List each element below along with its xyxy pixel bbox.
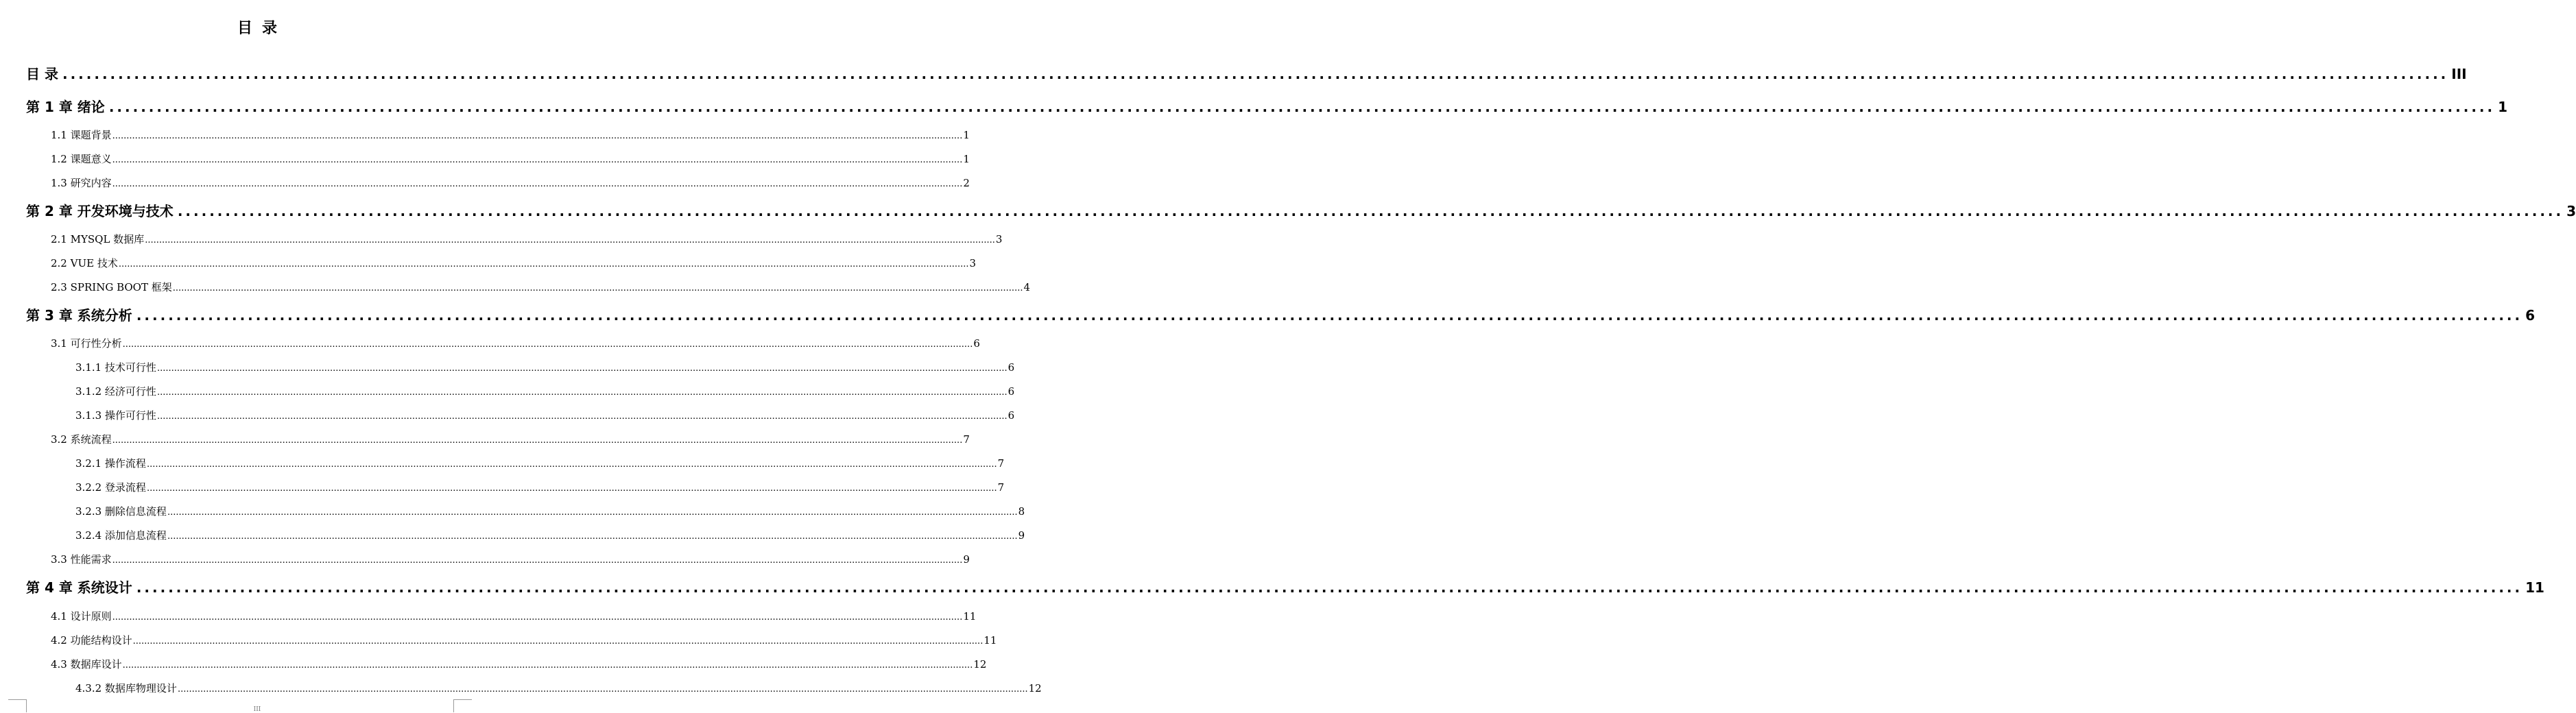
- dot-leader: ............................................................................................................................................................................................................................................................................................................: [112, 612, 963, 623]
- dot-leader: ............................................................................................................................................................................................................................................................................................................: [146, 459, 997, 470]
- toc-entry[interactable]: [51, 552, 970, 568]
- toc-entry[interactable]: [75, 480, 1005, 496]
- toc-entry-title: 1.3 研究内容: [51, 177, 112, 189]
- toc-entry-title: 3.1.3 操作可行性: [75, 409, 156, 422]
- toc-entry[interactable]: [26, 304, 2536, 328]
- toc-entry-page-number: 9: [1018, 529, 1025, 542]
- dot-leader: ............................................................................................................................................................................................................................................................................................................: [136, 307, 2523, 324]
- toc-entry-title: 3.1 可行性分析: [51, 337, 122, 350]
- toc-entry-title: 3.2.1 操作流程: [75, 457, 146, 470]
- toc-entry-page-number: 11: [2525, 579, 2544, 596]
- dot-leader: ............................................................................................................................................................................................................................................................................................................: [156, 363, 1007, 374]
- dot-leader: ............................................................................................................................................................................................................................................................................................................: [156, 411, 1007, 422]
- toc-entry-title: 第 2 章 开发环境与技术: [26, 203, 174, 219]
- toc-entry-page-number: III: [2451, 66, 2467, 82]
- toc-entry-page-number: 9: [963, 553, 970, 566]
- toc-entry[interactable]: [75, 456, 1005, 472]
- dot-leader: ............................................................................................................................................................................................................................................................................................................: [136, 579, 2523, 596]
- toc-entry[interactable]: [75, 504, 1025, 520]
- dot-leader: ............................................................................................................................................................................................................................................................................................................: [112, 435, 963, 446]
- toc-entry-title: 第 1 章 绪论: [26, 99, 105, 115]
- dot-leader: ............................................................................................................................................................................................................................................................................................................: [132, 636, 983, 646]
- page-title: 目录: [237, 20, 287, 37]
- toc-entry-page-number: 7: [997, 457, 1005, 470]
- toc-entry-page-number: 3: [969, 257, 977, 269]
- toc-entry-page-number: 1: [963, 129, 970, 141]
- toc-entry-title: 3.2 系统流程: [51, 433, 112, 446]
- toc-entry[interactable]: [51, 152, 970, 168]
- dot-leader: ............................................................................................................................................................................................................................................................................................................: [167, 507, 1018, 518]
- toc-entry[interactable]: [51, 432, 970, 448]
- toc-entry-title: 3.3 性能需求: [51, 553, 112, 566]
- toc-entry-title: 第 3 章 系统分析: [26, 307, 132, 324]
- toc-entry-page-number: 12: [973, 658, 987, 670]
- toc-entry[interactable]: [26, 63, 2467, 86]
- dot-leader: ............................................................................................................................................................................................................................................................................................................: [122, 339, 973, 350]
- toc-entry-title: 4.3 数据库设计: [51, 658, 122, 670]
- dot-leader: ............................................................................................................................................................................................................................................................................................................: [177, 203, 2564, 219]
- toc-entry[interactable]: [51, 633, 997, 649]
- toc-entry-page-number: 1: [963, 153, 970, 165]
- dot-leader: ............................................................................................................................................................................................................................................................................................................: [156, 387, 1007, 398]
- toc-entry-page-number: 3: [2566, 203, 2576, 219]
- toc-entry-page-number: 6: [2525, 307, 2536, 324]
- toc-entry[interactable]: [51, 256, 977, 272]
- toc-entry-page-number: 2: [963, 177, 970, 189]
- dot-leader: ............................................................................................................................................................................................................................................................................................................: [172, 283, 1023, 293]
- toc-entry[interactable]: [51, 609, 977, 625]
- crop-mark-right: [453, 699, 472, 712]
- toc-entry[interactable]: [51, 232, 1003, 248]
- toc-entry-title: 1.1 课题背景: [51, 129, 112, 141]
- toc-entry-page-number: 11: [983, 634, 997, 646]
- toc-entry-page-number: 6: [1007, 361, 1015, 374]
- toc-entry-title: 4.2 功能结构设计: [51, 634, 132, 646]
- toc-entry[interactable]: [51, 128, 970, 144]
- toc-entry-title: 2.3 SPRING BOOT 框架: [51, 281, 172, 293]
- toc-entry-title: 4.3.2 数据库物理设计: [75, 682, 177, 694]
- toc-entry-page-number: 6: [1007, 385, 1015, 398]
- toc-entry-page-number: 7: [963, 433, 970, 446]
- toc-entry-page-number: 7: [997, 481, 1005, 494]
- dot-leader: ............................................................................................................................................................................................................................................................................................................: [118, 259, 969, 269]
- toc-entry[interactable]: [26, 577, 2544, 600]
- toc-entry-page-number: 3: [995, 233, 1003, 245]
- toc-entry[interactable]: [26, 96, 2508, 119]
- toc-entry[interactable]: [75, 360, 1015, 376]
- toc-entry-title: 3.1.1 技术可行性: [75, 361, 156, 374]
- toc-entry[interactable]: [51, 280, 1031, 296]
- toc-entry[interactable]: [75, 528, 1025, 544]
- dot-leader: ............................................................................................................................................................................................................................................................................................................: [112, 179, 963, 189]
- dot-leader: ............................................................................................................................................................................................................................................................................................................: [122, 660, 973, 670]
- toc-entry[interactable]: [75, 681, 1042, 697]
- dot-leader: ............................................................................................................................................................................................................................................................................................................: [177, 684, 1028, 694]
- toc-entry-title: 4.1 设计原则: [51, 610, 112, 623]
- toc-entry-title: 3.1.2 经济可行性: [75, 385, 156, 398]
- footer-page-number: III: [253, 706, 261, 713]
- toc-entry[interactable]: [51, 657, 987, 673]
- toc-entry-title: 2.2 VUE 技术: [51, 257, 118, 269]
- toc-entry-title: 2.1 MYSQL 数据库: [51, 233, 145, 245]
- toc-entry-page-number: 12: [1028, 682, 1042, 694]
- toc-entry-page-number: 1: [2498, 99, 2508, 115]
- dot-leader: ............................................................................................................................................................................................................................................................................................................: [145, 235, 995, 245]
- toc-entry[interactable]: [75, 384, 1015, 400]
- toc-entry[interactable]: [26, 200, 2576, 223]
- toc-entry-title: 1.2 课题意义: [51, 153, 112, 165]
- toc-entry-page-number: 4: [1023, 281, 1031, 293]
- toc-entry[interactable]: [51, 336, 980, 352]
- crop-mark-left: [8, 699, 27, 712]
- toc-entry-page-number: 8: [1018, 505, 1025, 518]
- toc-entry[interactable]: [75, 408, 1015, 424]
- toc-entry-page-number: 6: [1007, 409, 1015, 422]
- toc-entry-title: 第 4 章 系统设计: [26, 579, 132, 596]
- toc-entry-title: 3.2.4 添加信息流程: [75, 529, 167, 542]
- toc-entry[interactable]: [51, 176, 970, 192]
- toc-entry-page-number: 6: [973, 337, 980, 350]
- dot-leader: ............................................................................................................................................................................................................................................................................................................: [108, 99, 2496, 115]
- dot-leader: ............................................................................................................................................................................................................................................................................................................: [146, 483, 997, 494]
- dot-leader: ............................................................................................................................................................................................................................................................................................................: [62, 66, 2449, 82]
- toc-entry-title: 3.2.2 登录流程: [75, 481, 146, 494]
- toc-entry-title: 3.2.3 删除信息流程: [75, 505, 167, 518]
- toc-entry-page-number: 11: [963, 610, 977, 623]
- toc-entry-title: 目 录: [26, 66, 58, 82]
- dot-leader: ............................................................................................................................................................................................................................................................................................................: [112, 555, 963, 566]
- dot-leader: ............................................................................................................................................................................................................................................................................................................: [112, 131, 963, 141]
- dot-leader: ............................................................................................................................................................................................................................................................................................................: [167, 531, 1018, 542]
- dot-leader: ............................................................................................................................................................................................................................................................................................................: [112, 155, 963, 165]
